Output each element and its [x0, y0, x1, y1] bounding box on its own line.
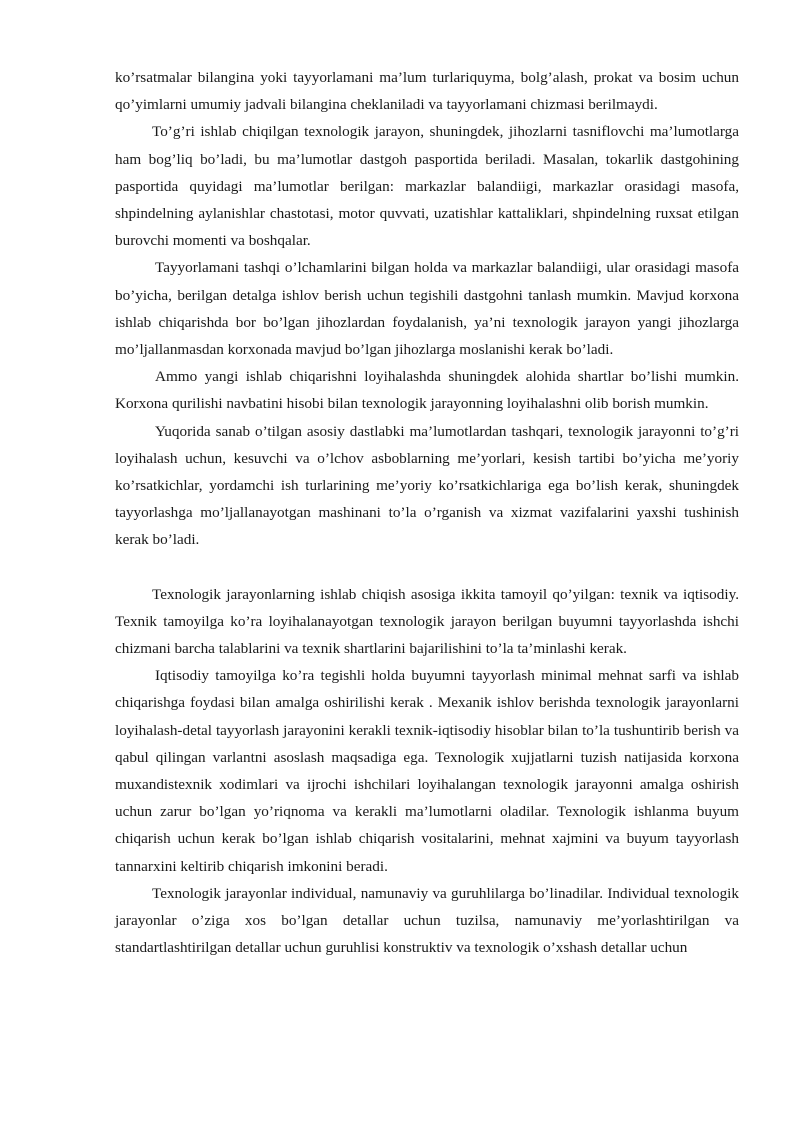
paragraph-machine-selection: Tayyorlamani tashqi o’lchamlarini bilgan holda va markazlar balandiigi, ular orasidagi masofa bo’yicha, berilgan detalga ishlov berish uchun tegishili dastgohni tanlash mumkin. Mavjud korxona ishlab chiqarishda bor bo’lgan jihozlardan foydalanish, ya’ni texnologik jarayon yangi jihozlarga mo’ljallanmasdan korxonada mavjud bo’lgan jihozlarga moslanishi kerak bo’ladi. [115, 259, 739, 359]
paragraph-economic-principle: Iqtisodiy tamoyilga ko’ra tegishli holda buyumni tayyorlash minimal mehnat sarfi va ishlab chiqarishga foydasi bilan amalga oshirilishi kerak . Mexanik ishlov berishda texnologik jarayonlarni loyihalash-detal tayyorlash jarayonini kerakli texnik-iqtisodiy hisoblar bilan to’la tushuntirib berish va qabul qilingan varlantni asoslash maqsadiga ega. Texnologik xujjatlarni tuzish natijasida korxona muxandistexnik xodimlari va ijrochi ishchilari loyihalangan texnologik jarayonni amalga oshirish uchun zarur bo’lgan yo’riqnoma va kerakli ma’lumotlarni oladilar. Texnologik ishlanma buyum chiqarish uchun kerak bo’lgan ishlab chiqarish vositalarini, mehnat xajmini va buyum tayyorlash tannarxini keltirib chiqarish imkonini beradi. [115, 667, 739, 875]
paragraph-continuation: ko’rsatmalar bilangina yoki tayyorlamani ma’lum turlariquyma, bolg’alash, prokat va bosim uchun qo’yimlarni umumiy jadvali bilangina cheklaniladi va tayyorlamani chizmasi berilmaydi. [115, 69, 739, 114]
paragraph-equipment-passport: To’g’ri ishlab chiqilgan texnologik jarayon, shuningdek, jihozlarni tasniflovchi ma’lumotlarga ham bog’liq bo’ladi, bu ma’lumotlar dastgoh pasportida beriladi. Masalan, tokarlik dastgohining pasportida quyidagi ma’lumotlar berilgan: markazlar balandiigi, markazlar orasidagi masofa, shpindelning aylanishlar chastotasi, motor quvvati, uzatishlar kattaliklari, shpindelning ruxsat etilgan burovchi momenti va boshqalar. [115, 123, 739, 250]
paragraph-process-types: Texnologik jarayonlar individual, namunaviy va guruhlilarga bo’linadilar. Individual texnologik jarayonlar o’ziga xos bo’lgan detallar uchun tuzilsa, namunaviy me’yorlashtirilgan va standartlashtirilgan detallar uchun guruhlisi konstruktiv va texnologik o’xshash detallar uchun [115, 884, 739, 957]
paragraph-gap [115, 554, 739, 581]
paragraph-initial-data: Yuqorida sanab o’tilgan asosiy dastlabki ma’lumotlardan tashqari, texnologik jarayonni to’g’ri loyihalash uchun, kesuvchi va o’lchov asboblarning me’yorlari, kesish tartibi bo’yicha me’yoriy ko’rsatkichlar, yordamchi ish turlarining me’yoriy ko’rsatkichlariga ega bo’lish kerak, shuningdek tayyorlashga mo’ljallanayotgan mashinani to’la o’rganish va xizmat vazifalarini yaxshi tushinish kerak bo’ladi. [115, 422, 739, 549]
document-page [115, 64, 739, 962]
paragraph-new-production: Ammo yangi ishlab chiqarishni loyihalashda shuningdek alohida shartlar bo’lishi mumkin. Korxona qurilishi navbatini hisobi bilan texnologik jarayonning loyihalashni olib borish mumkin. [115, 368, 739, 413]
paragraph-two-principles: Texnologik jarayonlarning ishlab chiqish asosiga ikkita tamoyil qo’yilgan: texnik va iqtisodiy. Texnik tamoyilga ko’ra loyihalanayotgan texnologik jarayon berilgan buyumni tayyorlashda ishchi chizmani barcha talablarini va texnik shartlarini bajarilishini to’la ta’minlashi kerak. [115, 585, 739, 658]
